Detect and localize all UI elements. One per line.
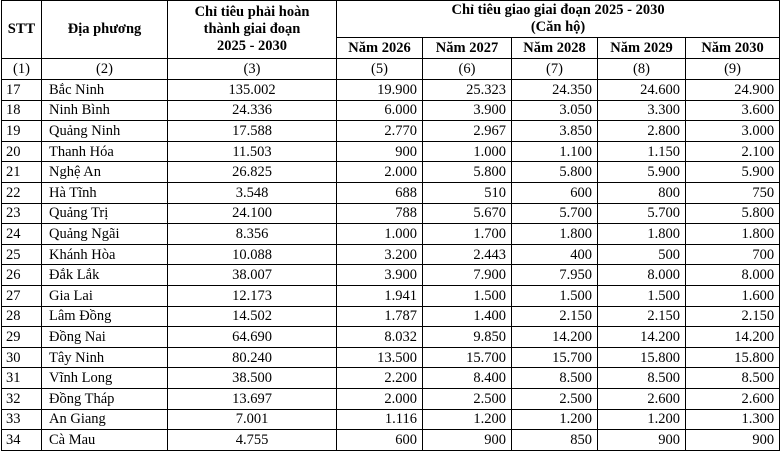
- table-row: [2, 265, 780, 286]
- header-target-line: thành giai đoạn: [203, 21, 301, 37]
- row-stt: 17: [2, 80, 42, 101]
- row-year-2030: 8.000: [686, 265, 780, 286]
- row-year-2029: 900: [598, 430, 686, 451]
- row-year-2030: 8.500: [686, 368, 780, 389]
- row-year-2028: 5.800: [512, 162, 598, 183]
- row-target: 7.001: [168, 409, 337, 430]
- row-year-2026: 13.500: [337, 347, 423, 368]
- table-header: [2, 1, 780, 80]
- row-target: 13.697: [168, 388, 337, 409]
- header-year: Năm 2030: [686, 38, 780, 59]
- row-locality: Hà Tĩnh: [42, 182, 168, 203]
- row-target: 14.502: [168, 306, 337, 327]
- row-locality: Đồng Nai: [42, 327, 168, 348]
- row-stt: 21: [2, 162, 42, 183]
- column-number: (8): [598, 59, 686, 80]
- row-year-2026: 788: [337, 203, 423, 224]
- header-allocation-unit: (Căn hộ): [530, 19, 586, 35]
- row-stt: 20: [2, 141, 42, 162]
- row-stt: 27: [2, 285, 42, 306]
- row-locality: Quảng Ngãi: [42, 224, 168, 245]
- row-year-2030: 1.300: [686, 409, 780, 430]
- row-locality: An Giang: [42, 409, 168, 430]
- row-target: 135.002: [168, 80, 337, 101]
- row-year-2026: 1.941: [337, 285, 423, 306]
- row-target: 10.088: [168, 244, 337, 265]
- header-allocation-title: Chỉ tiêu giao giai đoạn 2025 - 2030: [451, 2, 665, 18]
- row-year-2028: 1.100: [512, 141, 598, 162]
- column-number: (3): [168, 59, 337, 80]
- row-year-2028: 7.950: [512, 265, 598, 286]
- row-stt: 24: [2, 224, 42, 245]
- row-locality: Gia Lai: [42, 285, 168, 306]
- row-year-2027: 1.500: [423, 285, 512, 306]
- header-year: Năm 2027: [423, 38, 512, 59]
- row-year-2027: 5.670: [423, 203, 512, 224]
- table-row: [2, 182, 780, 203]
- row-year-2029: 8.500: [598, 368, 686, 389]
- row-year-2029: 500: [598, 244, 686, 265]
- row-year-2030: 5.900: [686, 162, 780, 183]
- row-year-2027: 15.700: [423, 347, 512, 368]
- row-target: 3.548: [168, 182, 337, 203]
- row-target: 24.100: [168, 203, 337, 224]
- table-row: [2, 430, 780, 451]
- row-year-2030: 14.200: [686, 327, 780, 348]
- table-row: [2, 327, 780, 348]
- table-row: [2, 347, 780, 368]
- row-year-2026: 3.900: [337, 265, 423, 286]
- row-year-2027: 25.323: [423, 80, 512, 101]
- row-year-2028: 3.050: [512, 100, 598, 121]
- row-year-2026: 6.000: [337, 100, 423, 121]
- row-year-2027: 1.400: [423, 306, 512, 327]
- row-locality: Bắc Ninh: [42, 80, 168, 101]
- row-year-2026: 1.000: [337, 224, 423, 245]
- row-stt: 26: [2, 265, 42, 286]
- row-locality: Vĩnh Long: [42, 368, 168, 389]
- row-year-2027: 2.500: [423, 388, 512, 409]
- table-row: [2, 388, 780, 409]
- row-year-2027: 900: [423, 430, 512, 451]
- table-row: [2, 285, 780, 306]
- row-year-2028: 1.800: [512, 224, 598, 245]
- row-year-2029: 5.700: [598, 203, 686, 224]
- row-year-2030: 2.100: [686, 141, 780, 162]
- row-year-2027: 2.967: [423, 121, 512, 142]
- header-target-line: 2025 - 2030: [216, 38, 288, 54]
- row-year-2030: 1.800: [686, 224, 780, 245]
- row-year-2028: 2.150: [512, 306, 598, 327]
- header-year: Năm 2029: [598, 38, 686, 59]
- row-year-2030: 24.900: [686, 80, 780, 101]
- row-year-2026: 3.200: [337, 244, 423, 265]
- column-number: (9): [686, 59, 780, 80]
- row-target: 4.755: [168, 430, 337, 451]
- row-year-2030: 2.150: [686, 306, 780, 327]
- row-stt: 23: [2, 203, 42, 224]
- column-number: (6): [423, 59, 512, 80]
- row-year-2027: 510: [423, 182, 512, 203]
- row-year-2027: 2.443: [423, 244, 512, 265]
- row-year-2030: 2.600: [686, 388, 780, 409]
- row-year-2026: 8.032: [337, 327, 423, 348]
- housing-target-table: [1, 0, 780, 451]
- row-year-2026: 1.787: [337, 306, 423, 327]
- header-stt: STT: [2, 1, 42, 59]
- row-year-2026: 1.116: [337, 409, 423, 430]
- row-year-2029: 24.600: [598, 80, 686, 101]
- row-year-2029: 1.800: [598, 224, 686, 245]
- row-year-2029: 1.150: [598, 141, 686, 162]
- row-year-2027: 3.900: [423, 100, 512, 121]
- row-year-2026: 900: [337, 141, 423, 162]
- row-target: 64.690: [168, 327, 337, 348]
- row-year-2030: 750: [686, 182, 780, 203]
- row-year-2029: 2.150: [598, 306, 686, 327]
- header-target: [168, 1, 337, 59]
- table-row: [2, 141, 780, 162]
- row-year-2028: 14.200: [512, 327, 598, 348]
- table-row: [2, 203, 780, 224]
- table-row: [2, 368, 780, 389]
- column-number: (7): [512, 59, 598, 80]
- row-year-2029: 15.800: [598, 347, 686, 368]
- row-locality: Ninh Bình: [42, 100, 168, 121]
- row-year-2029: 14.200: [598, 327, 686, 348]
- row-year-2028: 8.500: [512, 368, 598, 389]
- row-year-2030: 15.800: [686, 347, 780, 368]
- row-locality: Đắk Lắk: [42, 265, 168, 286]
- table-row: [2, 121, 780, 142]
- row-stt: 33: [2, 409, 42, 430]
- row-year-2028: 1.500: [512, 285, 598, 306]
- header-year: Năm 2026: [337, 38, 423, 59]
- row-year-2026: 19.900: [337, 80, 423, 101]
- table-row: [2, 80, 780, 101]
- row-year-2029: 2.600: [598, 388, 686, 409]
- table-row: [2, 162, 780, 183]
- row-stt: 22: [2, 182, 42, 203]
- row-year-2027: 1.200: [423, 409, 512, 430]
- row-year-2026: 2.200: [337, 368, 423, 389]
- row-year-2029: 800: [598, 182, 686, 203]
- table-body: [2, 80, 780, 451]
- row-year-2030: 700: [686, 244, 780, 265]
- table-row: [2, 224, 780, 245]
- row-target: 26.825: [168, 162, 337, 183]
- row-year-2027: 1.000: [423, 141, 512, 162]
- row-year-2029: 1.500: [598, 285, 686, 306]
- column-number: (2): [42, 59, 168, 80]
- row-year-2028: 2.500: [512, 388, 598, 409]
- row-year-2027: 1.700: [423, 224, 512, 245]
- row-year-2028: 850: [512, 430, 598, 451]
- row-year-2026: 2.770: [337, 121, 423, 142]
- row-year-2026: 600: [337, 430, 423, 451]
- table-row: [2, 100, 780, 121]
- row-locality: Thanh Hóa: [42, 141, 168, 162]
- row-locality: Nghệ An: [42, 162, 168, 183]
- row-year-2026: 2.000: [337, 388, 423, 409]
- row-target: 38.500: [168, 368, 337, 389]
- table-row: [2, 409, 780, 430]
- row-target: 17.588: [168, 121, 337, 142]
- table-row: [2, 244, 780, 265]
- row-year-2029: 5.900: [598, 162, 686, 183]
- row-year-2028: 24.350: [512, 80, 598, 101]
- row-year-2027: 8.400: [423, 368, 512, 389]
- row-year-2028: 3.850: [512, 121, 598, 142]
- row-year-2026: 688: [337, 182, 423, 203]
- row-year-2028: 5.700: [512, 203, 598, 224]
- row-year-2028: 1.200: [512, 409, 598, 430]
- row-stt: 31: [2, 368, 42, 389]
- row-year-2028: 600: [512, 182, 598, 203]
- row-target: 24.336: [168, 100, 337, 121]
- row-target: 11.503: [168, 141, 337, 162]
- row-year-2029: 2.800: [598, 121, 686, 142]
- row-year-2027: 9.850: [423, 327, 512, 348]
- row-year-2030: 1.600: [686, 285, 780, 306]
- row-stt: 34: [2, 430, 42, 451]
- row-locality: Tây Ninh: [42, 347, 168, 368]
- row-year-2026: 2.000: [337, 162, 423, 183]
- row-year-2030: 5.800: [686, 203, 780, 224]
- row-target: 80.240: [168, 347, 337, 368]
- row-stt: 32: [2, 388, 42, 409]
- row-year-2029: 1.200: [598, 409, 686, 430]
- row-locality: Khánh Hòa: [42, 244, 168, 265]
- row-stt: 18: [2, 100, 42, 121]
- row-stt: 19: [2, 121, 42, 142]
- table-row: [2, 306, 780, 327]
- row-locality: Đồng Tháp: [42, 388, 168, 409]
- row-target: 12.173: [168, 285, 337, 306]
- row-stt: 30: [2, 347, 42, 368]
- row-year-2029: 8.000: [598, 265, 686, 286]
- header-target-line: Chỉ tiêu phải hoàn: [194, 4, 310, 20]
- row-locality: Lâm Đồng: [42, 306, 168, 327]
- header-year: Năm 2028: [512, 38, 598, 59]
- header-locality: Địa phương: [42, 1, 168, 59]
- row-target: 38.007: [168, 265, 337, 286]
- row-year-2028: 15.700: [512, 347, 598, 368]
- column-number: (1): [2, 59, 42, 80]
- row-year-2030: 900: [686, 430, 780, 451]
- row-year-2027: 5.800: [423, 162, 512, 183]
- row-year-2029: 3.300: [598, 100, 686, 121]
- row-year-2027: 7.900: [423, 265, 512, 286]
- row-stt: 28: [2, 306, 42, 327]
- row-year-2030: 3.000: [686, 121, 780, 142]
- row-year-2030: 3.600: [686, 100, 780, 121]
- row-stt: 25: [2, 244, 42, 265]
- row-stt: 29: [2, 327, 42, 348]
- row-locality: Cà Mau: [42, 430, 168, 451]
- column-number: (5): [337, 59, 423, 80]
- header-allocation: [337, 1, 780, 38]
- row-locality: Quảng Ninh: [42, 121, 168, 142]
- row-locality: Quảng Trị: [42, 203, 168, 224]
- row-target: 8.356: [168, 224, 337, 245]
- row-year-2028: 400: [512, 244, 598, 265]
